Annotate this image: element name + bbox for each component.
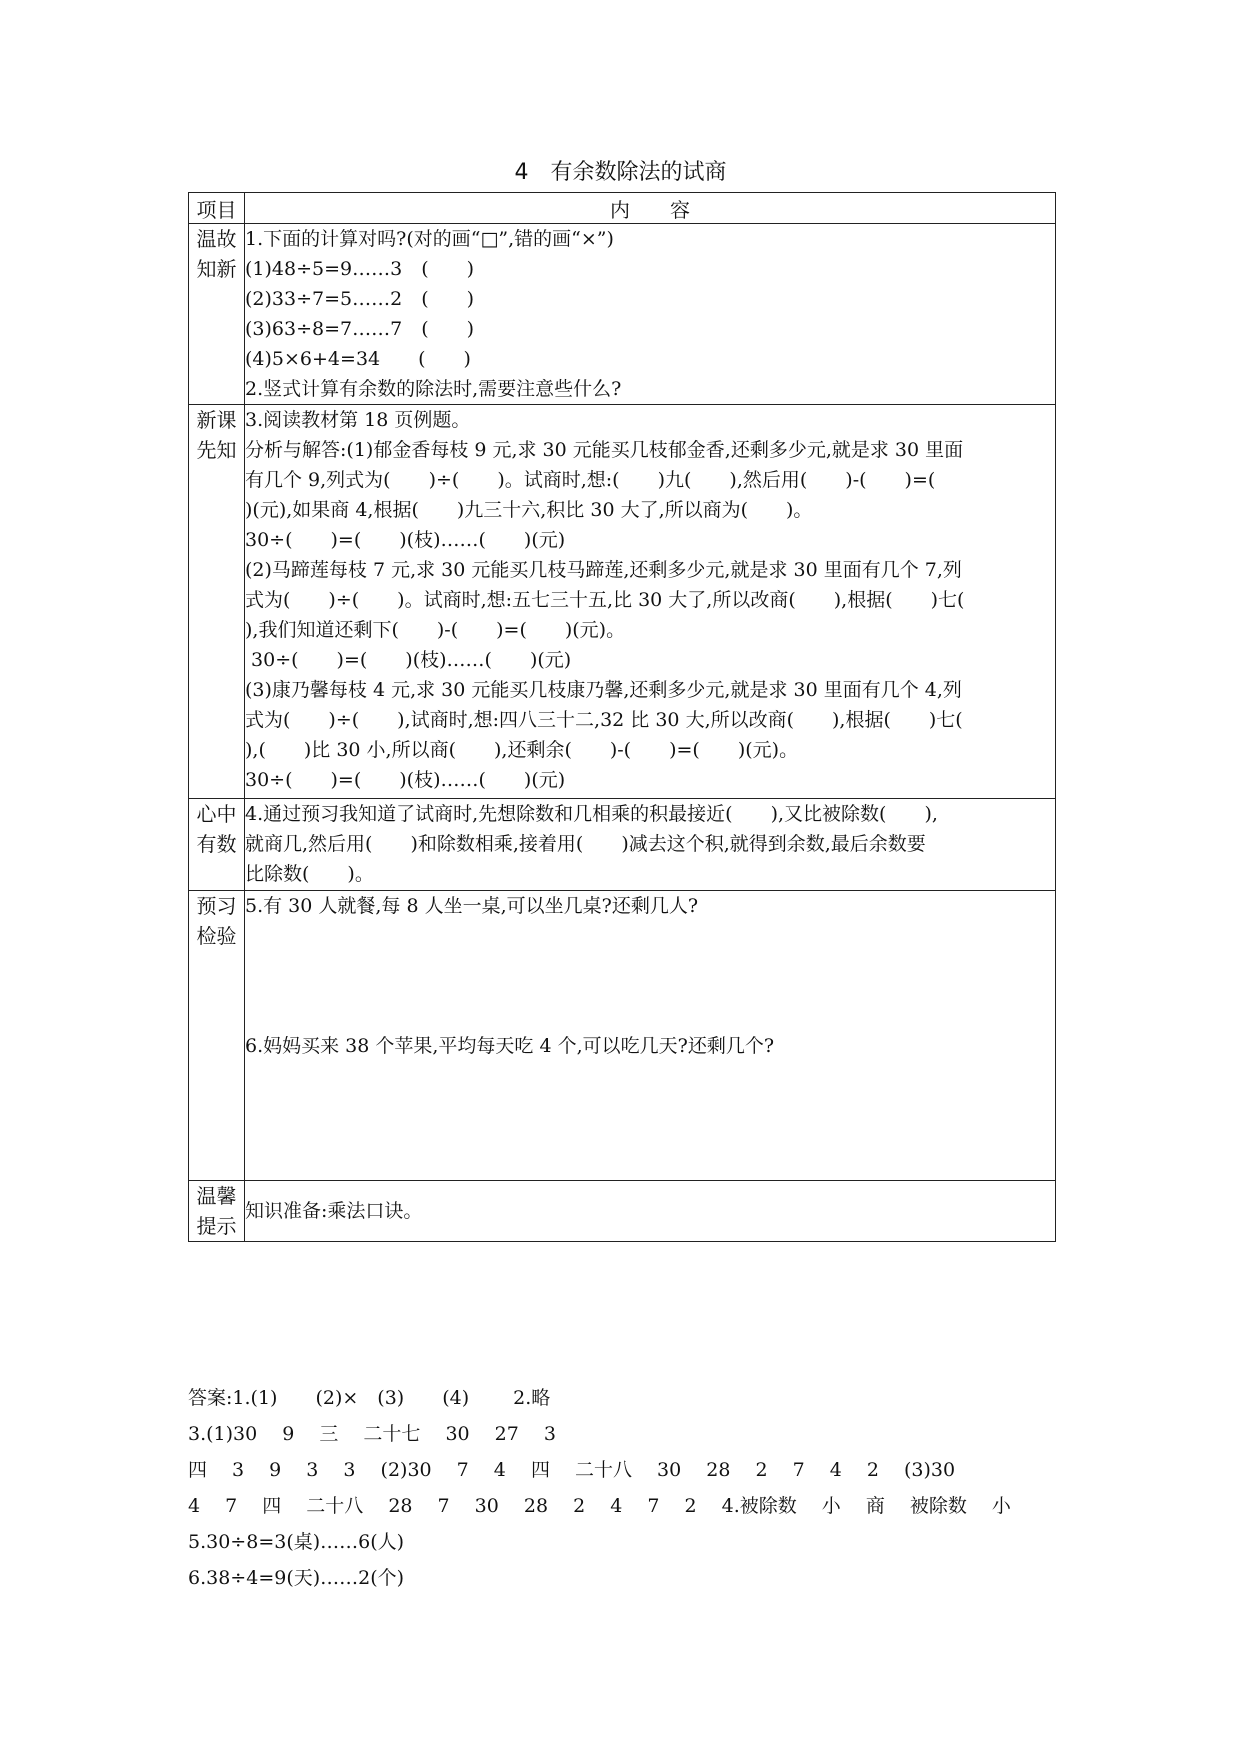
text-line: 1.下面的计算对吗?(对的画“□”,错的画“×”): [245, 228, 614, 250]
text-line: 4.通过预习我知道了试商时,先想除数和几相乘的积最接近( ),又比被除数( ),: [245, 803, 938, 825]
answer-line: 3.(1)30 9 三 二十七 30 27 3: [188, 1423, 556, 1445]
text-line: ),( )比 30 小,所以商( ),还剩余( )-( )=( )(元)。: [245, 739, 799, 761]
label-line: 知新: [196, 257, 237, 281]
section-content-review: [245, 224, 1056, 405]
answer-line: 答案:1.(1) (2)× (3) (4) 2.略: [188, 1387, 551, 1409]
text-line: 3.阅读教材第 18 页例题。: [245, 409, 471, 431]
section-label-mind: [189, 799, 245, 891]
section-content-new-lesson: [245, 405, 1056, 799]
text-line: (3)康乃馨每枝 4 元,求 30 元能买几枝康乃馨,还剩多少元,就是求 30 里面有几个 4,列: [245, 679, 962, 701]
text-line: (3)63÷8=7……7 ( ): [245, 318, 475, 340]
page-title: 4 有余数除法的试商: [514, 160, 727, 185]
section-mind: [189, 799, 1056, 891]
answer-key: [188, 1380, 1088, 1596]
worksheet-table: [188, 192, 1056, 1242]
section-content-check: [245, 891, 1056, 1181]
text-line: (2)马蹄莲每枝 7 元,求 30 元能买几枝马蹄莲,还剩多少元,就是求 30 里面有几个 7,列: [245, 559, 962, 581]
answer-line: 6.38÷4=9(天)……2(个): [188, 1567, 405, 1589]
label-line: 有数: [196, 832, 237, 856]
section-content-tip: [245, 1181, 1056, 1242]
header-project: 项目: [189, 193, 245, 224]
text-line: 分析与解答:(1)郁金香每枝 9 元,求 30 元能买几枝郁金香,还剩多少元,就是求 30 里面: [245, 439, 964, 461]
text-line: 有几个 9,列式为( )÷( )。试商时,想:( )九( ),然后用( )-( )=(: [245, 469, 936, 491]
section-label-review: [189, 224, 245, 405]
text-line: )(元),如果商 4,根据( )九三十六,积比 30 大了,所以商为( )。: [245, 499, 813, 521]
text-line: (2)33÷7=5……2 ( ): [245, 288, 475, 310]
label-line: 检验: [196, 924, 237, 948]
label-line: 温故: [196, 227, 237, 251]
label-line: 温馨: [196, 1184, 237, 1208]
answer-space-6[interactable]: [245, 1061, 1055, 1171]
section-label-tip: [189, 1181, 245, 1242]
label-line: 提示: [196, 1214, 237, 1238]
text-line: 30÷( )=( )(枝)……( )(元): [245, 649, 572, 671]
table-header-row: [189, 193, 1056, 224]
label-line: 心中: [196, 802, 237, 826]
text-line: 就商几,然后用( )和除数相乘,接着用( )减去这个积,就得到余数,最后余数要: [245, 833, 926, 855]
text-line: (1)48÷5=9……3 ( ): [245, 258, 475, 280]
question-5: 5.有 30 人就餐,每 8 人坐一桌,可以坐几桌?还剩几人?: [245, 895, 699, 917]
section-review: [189, 224, 1056, 405]
section-label-new-lesson: [189, 405, 245, 799]
label-line: 预习: [196, 894, 237, 918]
tip-text: 知识准备:乘法口诀。: [245, 1200, 423, 1222]
section-tip: [189, 1181, 1056, 1242]
question-6: 6.妈妈买来 38 个苹果,平均每天吃 4 个,可以吃几天?还剩几个?: [245, 1035, 775, 1057]
answer-line: 4 7 四 二十八 28 7 30 28 2 4 7 2 4.被除数 小 商 被除数 小: [188, 1495, 1011, 1517]
answer-space-5[interactable]: [245, 921, 1055, 1031]
text-line: 2.竖式计算有余数的除法时,需要注意些什么?: [245, 378, 622, 400]
answer-line: 四 3 9 3 3 (2)30 7 4 四 二十八 30 28 2 7 4 2 (3)30: [188, 1459, 956, 1481]
section-check: [189, 891, 1056, 1181]
header-content: 内 容: [245, 193, 1056, 224]
section-label-check: [189, 891, 245, 1181]
text-line: 式为( )÷( ),试商时,想:四八三十二,32 比 30 大,所以改商( ),根据( )七(: [245, 709, 963, 731]
text-line: (4)5×6+4=34 ( ): [245, 348, 471, 370]
text-line: 式为( )÷( )。试商时,想:五七三十五,比 30 大了,所以改商( ),根据( )七(: [245, 589, 965, 611]
label-line: 新课: [196, 408, 237, 432]
text-line: ),我们知道还剩下( )-( )=( )(元)。: [245, 619, 626, 641]
answer-line: 5.30÷8=3(桌)……6(人): [188, 1531, 405, 1553]
section-new-lesson: [189, 405, 1056, 799]
text-line: 比除数( )。: [245, 863, 374, 885]
text-line: 30÷( )=( )(枝)……( )(元): [245, 769, 566, 791]
section-content-mind: [245, 799, 1056, 891]
label-line: 先知: [196, 438, 237, 462]
text-line: 30÷( )=( )(枝)……( )(元): [245, 529, 566, 551]
